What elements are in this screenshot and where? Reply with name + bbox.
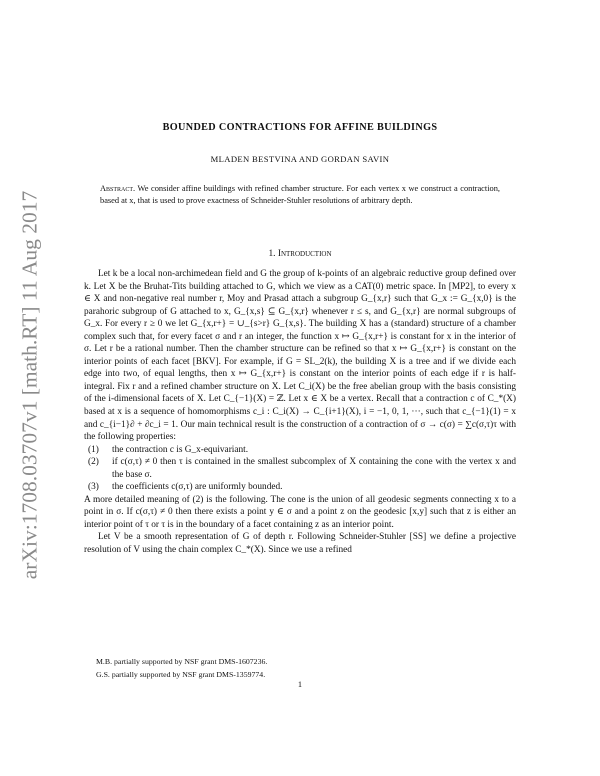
section-number: 1.: [268, 249, 276, 259]
paper-authors: MLADEN BESTVINA AND GORDAN SAVIN: [210, 154, 390, 164]
list-item-text: the coefficients c(σ,τ) are uniformly bounded.: [112, 482, 283, 493]
abstract-text: We consider affine buildings with refined chamber structure. For each vertex x we construct a contraction, based at x, that is used to prove exactness of Schneider-Stuhler resolutions of arbitrary depth.: [100, 184, 500, 206]
list-item-number: (1): [88, 444, 99, 455]
list-item: [84, 456, 516, 481]
body-text: [84, 268, 516, 557]
paper-title: BOUNDED CONTRACTIONS FOR AFFINE BUILDINGS: [162, 122, 438, 133]
footnote: G.S. partially supported by NSF grant DMS-1359774.: [96, 670, 266, 679]
paragraph: Let V be a smooth representation of G of depth r. Following Schneider-Stuhler [SS] we define a projective resolution of V using the chain complex C_*(X). Since we use a refined: [84, 532, 516, 556]
abstract: [100, 183, 500, 208]
abstract-heading: Abstract.: [100, 184, 136, 193]
arxiv-identifier-stamp: [0, 0, 60, 776]
list-item-text: the contraction c is G_x-equivariant.: [112, 444, 249, 455]
property-list: [84, 444, 516, 494]
footnotes: [84, 655, 516, 681]
section-heading: [84, 249, 516, 259]
footnote: M.B. partially supported by NSF grant DMS-1607236.: [96, 657, 268, 666]
list-item: [84, 444, 516, 457]
arxiv-id-text: arXiv:1708.03707v1 [math.RT] 11 Aug 2017: [17, 190, 42, 580]
list-item-number: (3): [88, 482, 99, 493]
paragraph: A more detailed meaning of (2) is the following. The cone is the union of all geodesic segments connecting x to a point in σ. If c(σ,τ) ≠ 0 then there exists a point y ∈ σ and a point z on the geodesic [x,y] such that z is either an interior point of τ or τ is in the boundary of a facet containing z as an interior point.: [84, 494, 516, 530]
list-item-text: if c(σ,τ) ≠ 0 then τ is contained in the smallest subcomplex of X containing the cone with the vertex x and the base σ.: [112, 457, 516, 480]
section-title: Introduction: [277, 249, 332, 259]
list-item: [84, 481, 516, 494]
page-number: 1: [297, 680, 303, 689]
paragraph: Let k be a local non-archimedean field and G the group of k-points of an algebraic reductive group defined over k. Let X be the Bruhat-Tits building attached to G, which we view as a CAT(0) metric space. In [MP2], to every x ∈ X and non-negative real number r, Moy and Prasad attach a subgroup G_{x,r} such that G_x := G_{x,0} is the parahoric subgroup of G attached to x, G_{x,s} ⊆ G_{x,r} whenever r ≤ s, and G_{x,r} are normal subgroups of G_x. For every r ≥ 0 we let G_{x,r+} = ∪_{s>r} G_{x,s}. The building X has a (standard) structure of a chamber complex such that, for every facet σ and r an integer, the function x ↦ G_{x,r+} is constant for x in the interior of σ. Let r be a rational number. Then the chamber structure can be refined so that x ↦ G_{x,r+} is constant on the interior points of each facet [BKV]. For example, if G = SL_2(k), the building X is a tree and if we divide each edge into two, of equal lengths, then x ↦ G_{x,r+} is constant on the interior points of each edge if r is half-integral. Fix r and a refined chamber structure on X. Let C_i(X) be the free abelian group with the basis consisting of the i-dimensional facets of X. Let C_{−1}(X) = ℤ. Let x ∈ X be a vertex. Recall that a contraction c of C_*(X) based at x is a sequence of homomorphisms c_i : C_i(X) → C_{i+1}(X), i = −1, 0, 1, ···, such that c_{−1}(1) = x and c_{i−1}∂ + ∂c_i = 1. Our main technical result is the construction of a contraction of σ → c(σ) = ∑c(σ,τ)τ with the following properties:: [84, 269, 516, 443]
list-item-number: (2): [88, 457, 99, 468]
